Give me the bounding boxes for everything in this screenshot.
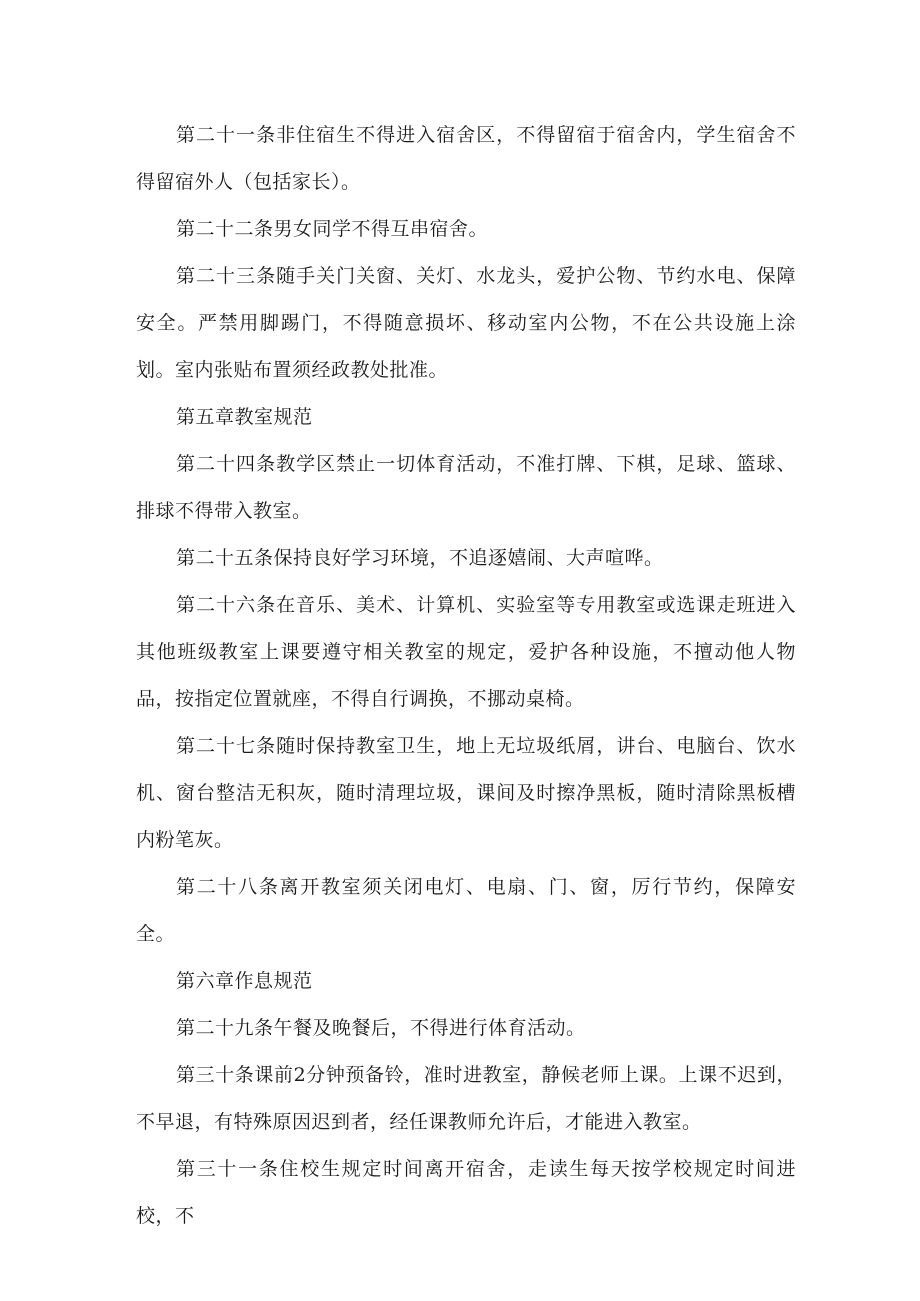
article-27: 第二十七条随时保持教室卫生，地上无垃圾纸屑，讲台、电脑台、饮水机、窗台整洁无积灰，随时清理垃圾，课间及时擦净黑板，随时清除黑板槽内粉笔灰。 (136, 735, 796, 851)
article-24: 第二十四条教学区禁止一切体育活动，不准打牌、下棋，足球、篮球、排球不得带入教室。 (136, 453, 796, 522)
chapter-6-heading: 第六章作息规范 (176, 970, 313, 992)
article-30: 第三十条课前2分钟预备铃，准时进教室，静候老师上课。上课不迟到，不早退，有特殊原因迟到者，经任课教师允许后，才能进入教室。 (136, 1064, 796, 1133)
article-26: 第二十六条在音乐、美术、计算机、实验室等专用教室或选课走班进入其他班级教室上课要遵守相关教室的规定，爱护各种设施，不擅动他人物品，按指定位置就座，不得自行调换，不挪动桌椅。 (136, 594, 796, 710)
article-21: 第二十一条非住宿生不得进入宿舍区，不得留宿于宿舍内，学生宿舍不得留宿外人（包括家长）。 (136, 124, 796, 193)
document-page (136, 112, 796, 1240)
article-23: 第二十三条随手关门关窗、关灯、水龙头，爱护公物、节约水电、保障安全。严禁用脚踢门，不得随意损坏、移动室内公物，不在公共设施上涂划。室内张贴布置须经政教处批准。 (136, 265, 796, 381)
article-22: 第二十二条男女同学不得互串宿舍。 (176, 218, 489, 240)
article-25: 第二十五条保持良好学习环境，不追逐嬉闹、大声喧哗。 (176, 547, 664, 569)
article-28: 第二十八条离开教室须关闭电灯、电扇、门、窗，厉行节约，保障安全。 (136, 876, 796, 945)
article-31: 第三十一条住校生规定时间离开宿舍，走读生每天按学校规定时间进校，不 (136, 1158, 796, 1227)
chapter-5-heading: 第五章教室规范 (176, 406, 313, 428)
article-29: 第二十九条午餐及晚餐后，不得进行体育活动。 (176, 1017, 586, 1039)
